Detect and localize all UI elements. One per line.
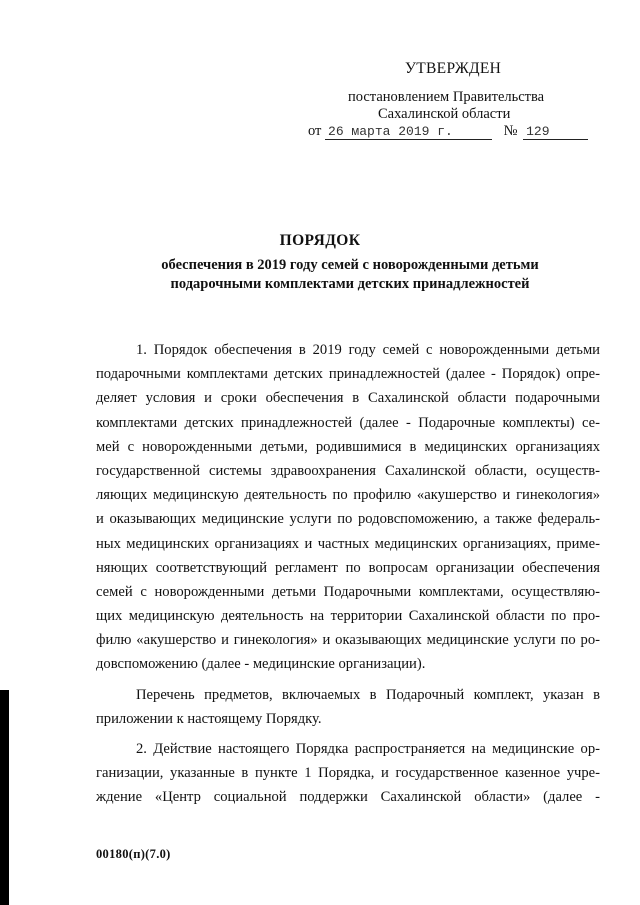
body-line: семей с новорожденными детьми Подарочными комплектами, осуществляю- (96, 583, 600, 600)
body-line: ганизации, указанные в пункте 1 Порядка, и государственное казенное учре- (96, 765, 600, 782)
document-subtitle (0, 256, 640, 294)
number-sign: № (503, 123, 518, 139)
body-line: филю «акушерство и гинекология» и оказывающих медицинские услуги по ро- (96, 632, 600, 649)
subtitle-line: обеспечения в 2019 году семей с новорожденными детьми (161, 257, 539, 273)
approval-date: 26 марта 2019 г. (325, 124, 492, 140)
body-line: Перечень предметов, включаемых в Подарочный комплект, указан в (136, 686, 600, 703)
body-line: ляющих медицинскую деятельность по профилю «акушерство и гинекология» (96, 487, 600, 504)
scan-edge-artifact (0, 690, 9, 905)
body-line: ждение «Центр социальной поддержки Сахалинской области» (далее - (96, 789, 600, 806)
approval-number: 129 (523, 124, 588, 140)
body-line: ных медицинских организациях и частных медицинских организациях, приме- (96, 535, 600, 552)
approval-region-line: Сахалинской области (378, 106, 511, 122)
body-line: деляет условия и сроки обеспечения в Сахалинской области подарочными (96, 390, 600, 407)
approval-date-number-line (308, 123, 588, 140)
body-line: государственной системы здравоохранения Сахалинской области, осуществ- (96, 462, 600, 479)
body-line: щих медицинскую деятельность на территории Сахалинской области по про- (96, 608, 600, 625)
body-line: комплектами детских принадлежностей (далее - Подарочные комплекты) се- (96, 414, 600, 431)
body-line: 2. Действие настоящего Порядка распространяется на медицинские ор- (136, 741, 600, 757)
body-line: и оказывающих медицинские услуги по родовспоможению, а также федераль- (96, 511, 600, 528)
body-line: приложении к настоящему Порядку. (96, 710, 322, 727)
body-line: 1. Порядок обеспечения в 2019 году семей с новорожденными детьми (136, 342, 600, 358)
body-line: няющих соответствующий регламент по вопросам организации обеспечения (96, 559, 600, 576)
approval-heading: УТВЕРЖДЕН (405, 60, 502, 77)
subtitle-line: подарочными комплектами детских принадлежностей (170, 276, 530, 292)
approval-issuer-line: постановлением Правительства (348, 89, 545, 105)
date-prefix: от (308, 123, 322, 139)
body-line: подарочными комплектами детских принадлежностей (далее - Порядок) опре- (96, 366, 600, 383)
body-line: довспоможению (далее - медицинские организации). (96, 656, 426, 673)
document-footer-code: 00180(п)(7.0) (96, 847, 171, 861)
document-body (96, 338, 600, 810)
body-line: мей с новорожденными детьми, родившимися в медицинских организациях (96, 438, 600, 455)
document-title: ПОРЯДОК (279, 232, 361, 249)
